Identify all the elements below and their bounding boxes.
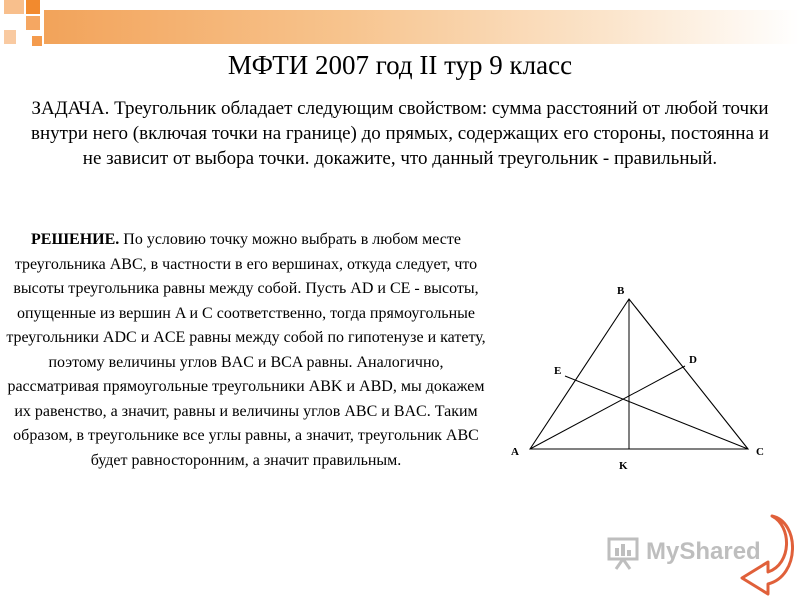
triangle-diagram — [500, 280, 790, 480]
point-label-d: D — [689, 354, 697, 366]
altitude-ce — [565, 376, 748, 449]
decor-square — [4, 0, 24, 14]
solution-text — [6, 228, 486, 473]
watermark-text: MyShared — [646, 538, 761, 565]
decor-square — [26, 16, 40, 30]
decor-square — [4, 30, 16, 44]
solution-heading: РЕШЕНИЕ. — [31, 231, 120, 248]
vertex-label-c: C — [756, 446, 764, 458]
solution-body: По условию точку можно выбрать в любом месте треугольника ABC, в частности в его вершинах, откуда следует, что высоты треугольника равны между собой. Пусть AD и CE - высоты, опущенные из вершин A и C соответственно, тогда прямоугольные треугольники ADC и ACE равны между собой по гипотенузе и катету, поэтому величины углов BAC и BCA равны. Аналогично, рассматривая прямоугольные треугольники ABK и ABD, мы докажем их равенство, а значит, равны и величины углов ABC и BAC. Таким образом, в треугольнике все углы равны, а значит, треугольник ABC будет равносторонним, а значит правильным. — [6, 231, 486, 469]
presentation-logo-icon — [606, 536, 642, 572]
task-statement: ЗАДАЧА. Треугольник обладает следующим свойством: сумма расстояний от любой точки внутри него (включая точки на границе) до прямых, содержащих его стороны, постоянна и не зависит от выбора точки. докажите, что данный треугольник - правильный. — [31, 98, 769, 169]
curved-back-arrow-icon — [734, 512, 794, 596]
vertex-label-b: B — [617, 285, 625, 297]
triangle-abc — [530, 299, 748, 449]
point-label-k: K — [619, 460, 628, 472]
decor-square — [26, 0, 40, 14]
triangle-figure — [500, 280, 790, 480]
top-decorative-bar — [44, 10, 800, 44]
point-label-e: E — [554, 365, 562, 377]
vertex-label-a: A — [511, 446, 519, 458]
slide-title: МФТИ 2007 год II тур 9 класс — [227, 50, 573, 80]
back-arrow-button[interactable] — [734, 512, 794, 596]
decor-square — [32, 36, 42, 46]
altitude-ad — [530, 366, 685, 449]
corner-squares-decoration — [4, 0, 44, 50]
